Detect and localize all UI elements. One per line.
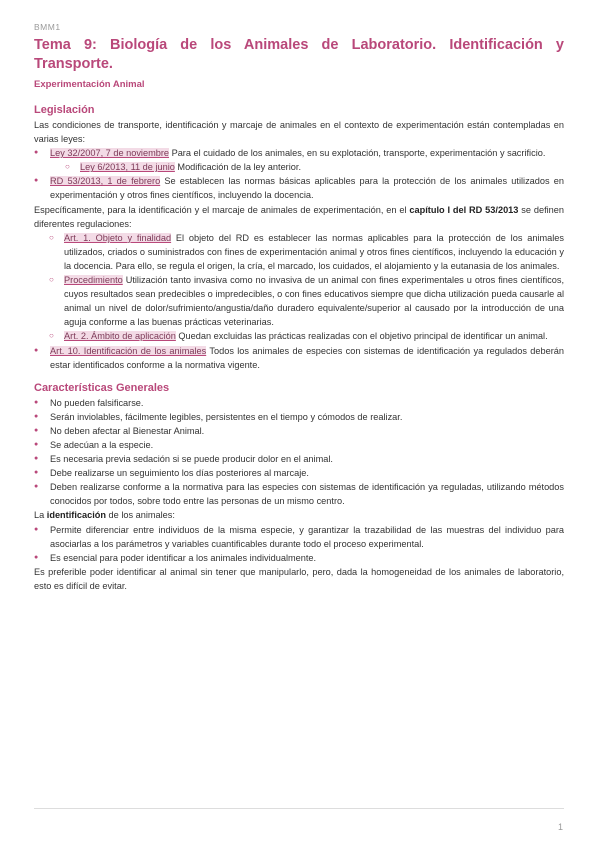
closing-paragraph: Es preferible poder identificar al animal sin tener que manipularlo, pero, dada la homogeneidad de los animales de laboratorio, esto es difícil de evitar.: [34, 566, 564, 591]
list-item: ● Serán inviolables, fácilmente legibles, persistentes en el tiempo y cómodos de realizar.: [34, 410, 564, 424]
list-item: ○ Ley 6/2013, 11 de junio Modificación de la ley anterior.: [50, 160, 564, 174]
page-number: 1: [558, 822, 564, 832]
regulation-list: [34, 231, 564, 344]
list-item: ● Ley 32/2007, 7 de noviembre Para el cuidado de los animales, en su explotación, transporte, experimentación y sacrificio. ○ Ley 6/2013, 11 de junio Modificación de la ley anterior.: [34, 146, 564, 174]
legislacion-paragraph: Específicamente, para la identificación y el marcaje de animales de experimentación, en el capítulo I del RD 53/2013 se definen diferentes regulaciones:: [34, 204, 564, 229]
list-item: ● Debe realizarse un seguimiento los días posteriores al marcaje.: [34, 466, 564, 480]
list-item: ● Se adecúan a la especie.: [34, 438, 564, 452]
law-link[interactable]: RD 53/2013, 1 de febrero: [50, 176, 161, 187]
article-link[interactable]: Art. 10. Identificación de los animales: [50, 345, 207, 356]
document-body: [34, 100, 564, 593]
article-link[interactable]: Art. 1. Objeto y finalidad: [64, 232, 172, 243]
document-title: Tema 9: Biología de los Animales de Laboratorio. Identificación y Transporte.: [34, 37, 564, 72]
list-item: ● Deben realizarse conforme a la normativa para las especies con sistemas de identificación ya reguladas, utilizando métodos conocidos por todos, sobre todo entre las personas de un mismo centro.: [34, 480, 564, 508]
list-item: ● Es esencial para poder identificar a los animales individualmente.: [34, 551, 564, 565]
article-link[interactable]: Art. 2. Ámbito de aplicación: [64, 331, 176, 342]
characteristics-list: [34, 396, 564, 509]
document-subtitle: Experimentación Animal: [34, 79, 145, 90]
list-item: ● No deben afectar al Bienestar Animal.: [34, 424, 564, 438]
list-item: ● No pueden falsificarse.: [34, 396, 564, 410]
course-code: BMM1: [34, 22, 61, 32]
footer-divider: [34, 808, 564, 809]
list-item: ○ Art. 1. Objeto y finalidad El objeto del RD es establecer las normas aplicables para la protección de los animales utilizados, criados o suministrados con fines de experimentación animal y otros fines científicos, incluyendo la educación y la docencia. Para ello, se regula el origen, la cría, el marcado, los cuidados, el alojamiento y la eutanasia de los animales.: [34, 231, 564, 273]
law-link[interactable]: Ley 32/2007, 7 de noviembre: [50, 148, 170, 159]
list-item: ● Es necesaria previa sedación si se puede producir dolor en el animal.: [34, 452, 564, 466]
law-list: [34, 146, 564, 202]
list-item: ● RD 53/2013, 1 de febrero Se establecen las normas básicas aplicables para la protección de los animales utilizados en experimentación y otros fines científicos, incluyendo la docencia.: [34, 174, 564, 202]
list-item: ● Art. 10. Identificación de los animales Todos los animales de especies con sistemas de identificación ya regulados deberán estar identificados conforme a la normativa vigente.: [34, 344, 564, 372]
identification-list: [34, 523, 564, 565]
identification-intro: La identificación de los animales:: [34, 510, 175, 521]
article-list: [34, 344, 564, 372]
law-link[interactable]: Ley 6/2013, 11 de junio: [80, 162, 175, 173]
legislacion-intro: Las condiciones de transporte, identificación y marcaje de animales en el contexto de experimentación están contempladas en varias leyes:: [34, 120, 564, 145]
list-item: ○ Art. 2. Ámbito de aplicación Quedan excluidas las prácticas realizadas con el objetivo principal de identificar un animal.: [34, 329, 564, 343]
list-item: ● Permite diferenciar entre individuos de la misma especie, y garantizar la trazabilidad de las muestras del individuo para asociarlas a los parámetros y variables cuantificables durante todo el proceso experimental.: [34, 523, 564, 551]
article-link[interactable]: Procedimiento: [64, 275, 123, 286]
section-heading-caracteristicas: Características Generales: [34, 381, 170, 394]
section-heading-legislacion: Legislación: [34, 104, 95, 116]
list-item: ○ Procedimiento Utilización tanto invasiva como no invasiva de un animal con fines experimentales u otros fines científicos, cuyos resultados sean predecibles o impredecibles, o con fines educativos siempre que dicha utilización pueda causarle al animal un nivel de dolor/sufrimiento/angustia/daño duradero equivalente/superior al causado por la introducción de una aguja conforme a las buenas prácticas veterinarias.: [34, 273, 564, 329]
